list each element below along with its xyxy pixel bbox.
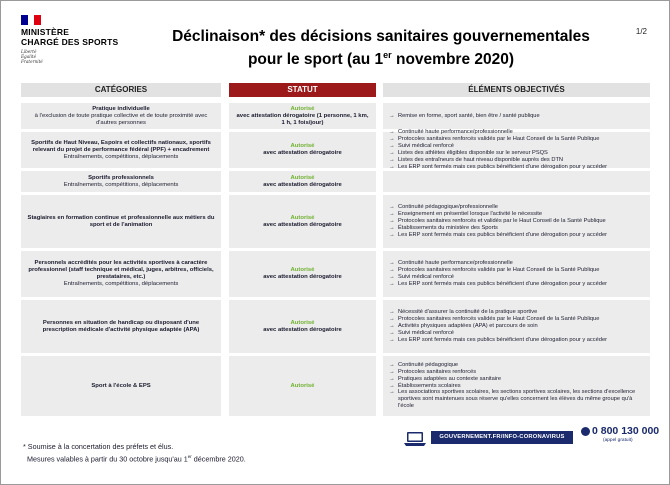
- list-item: [389, 143, 607, 150]
- status-cell: [229, 251, 376, 297]
- arrow-right-icon: →: [389, 224, 395, 231]
- website-link[interactable]: GOUVERNEMENT.FR/INFO-CORONAVIRUS: [431, 431, 573, 444]
- list-item-text: Remise en forme, sport santé, bien être / santé publique: [398, 112, 540, 119]
- status-badge: Autorisé: [290, 214, 315, 221]
- arrow-right-icon: →: [389, 382, 395, 389]
- category-subtitle: Entraînements, compétitions, déplacements: [63, 281, 179, 287]
- arrow-right-icon: →: [389, 368, 395, 375]
- list-item: [389, 337, 607, 344]
- list-item: [389, 267, 607, 274]
- list-item: [389, 150, 607, 157]
- arrow-right-icon: →: [389, 316, 395, 323]
- arrow-right-icon: →: [389, 231, 395, 238]
- header-elements: ÉLÉMENTS OBJECTIVÉS: [383, 83, 650, 97]
- list-item: [389, 136, 607, 143]
- arrow-right-icon: →: [389, 211, 395, 218]
- list-item-text: Protocoles sanitaires renforcés: [398, 368, 477, 375]
- phone-contact: [581, 425, 670, 443]
- elements-list: [389, 362, 646, 410]
- arrow-right-icon: →: [389, 323, 395, 330]
- status-badge: Autorisé: [290, 174, 315, 181]
- list-item-text: Les ERP sont fermés mais ces publics bénéficient d'une dérogation pour y accéder: [398, 336, 608, 343]
- list-item-text: Enseignement en présentiel lorsque l'activité le nécessite: [398, 211, 542, 218]
- elements-cell: [383, 171, 650, 192]
- arrow-right-icon: →: [389, 362, 395, 369]
- list-item: [389, 316, 607, 323]
- motto-liberte: Liberté: [21, 49, 37, 54]
- ministry-logo: [21, 15, 131, 64]
- category-title: Personnes en situation de handicap ou disposant d'une prescription médicale d'activité physique adaptée (APA): [42, 319, 200, 333]
- list-item-text: Continuité haute performance/professionnelle: [398, 260, 513, 267]
- title-line2-sup: er: [383, 50, 392, 60]
- title-line2: [161, 46, 601, 69]
- status-condition: avec attestation dérogatoire (1 personne, 1 km, 1 h, 1 fois/jour): [236, 112, 369, 126]
- list-item-text: Établissements du ministère des Sports: [398, 224, 498, 231]
- status-cell: [229, 103, 376, 129]
- list-item-text: Protocoles sanitaires renforcés et validés par le Haut Conseil de la Santé Publique: [398, 218, 606, 225]
- arrow-right-icon: →: [389, 129, 395, 136]
- table-row: [1, 171, 670, 192]
- list-item: [389, 164, 607, 171]
- category-subtitle: Entraînements, compétitions, déplacements: [63, 153, 179, 160]
- elements-cell: [383, 251, 650, 297]
- category-title: Pratique individuelle: [92, 105, 150, 112]
- table-row: [1, 300, 670, 353]
- category-title: Stagiaires en formation continue et professionnelle aux métiers du sport et de l'animation: [27, 214, 215, 228]
- arrow-right-icon: →: [389, 375, 395, 382]
- arrow-right-icon: →: [389, 112, 395, 119]
- status-condition: avec attestation dérogatoire: [263, 150, 342, 156]
- list-item: [389, 218, 607, 225]
- status-condition: avec attestation dérogatoire: [263, 274, 342, 280]
- arrow-right-icon: →: [389, 204, 395, 211]
- french-flag-icon: [21, 15, 41, 25]
- list-item-text: Protocoles sanitaires renforcés validés par le Haut Conseil de la Santé Publique: [398, 316, 600, 323]
- elements-cell: [383, 356, 650, 416]
- elements-cell: [383, 300, 650, 353]
- list-item-text: Pratiques adaptées au contexte sanitaire: [398, 375, 502, 382]
- arrow-right-icon: →: [389, 336, 395, 343]
- status-cell: [229, 195, 376, 248]
- footnote-validity-part1: Mesures valables à partir du 30 octobre jusqu'au 1: [27, 454, 188, 464]
- title-line1: Déclinaison* des décisions sanitaires gouvernementales: [172, 28, 590, 45]
- category-cell: [21, 300, 221, 353]
- arrow-right-icon: →: [389, 156, 395, 163]
- status-cell: [229, 132, 376, 168]
- elements-list: [389, 204, 607, 238]
- list-item-text: Les associations sportives scolaires, les sections sportives scolaires, les sections d'excellence sportives sont maintenues sous réserve qu'elles concernent les élèves du même groupe qu'à l'école: [398, 389, 636, 410]
- arrow-right-icon: →: [389, 143, 395, 150]
- list-item-text: Établissements scolaires: [398, 382, 461, 389]
- list-item-text: Continuité haute performance/professionnelle: [398, 129, 513, 136]
- list-item: [389, 211, 607, 218]
- elements-list: [389, 113, 540, 120]
- motto-fraternite: Fraternité: [21, 59, 43, 64]
- list-item: [389, 129, 607, 136]
- footnote-validity: [23, 452, 246, 464]
- elements-cell: [383, 195, 650, 248]
- category-title: Sportifs professionnels: [88, 174, 154, 181]
- list-item-text: Continuité pédagogique/professionnelle: [398, 204, 498, 211]
- arrow-right-icon: →: [389, 136, 395, 143]
- motto-egalite: Égalité: [21, 54, 37, 59]
- category-cell: [21, 195, 221, 248]
- phone-free-note: (appel gratuit): [603, 438, 633, 443]
- arrow-right-icon: →: [389, 218, 395, 225]
- status-condition: avec attestation dérogatoire: [263, 181, 342, 188]
- arrow-right-icon: →: [389, 163, 395, 170]
- elements-list: [389, 309, 607, 343]
- category-title: Sportifs de Haut Niveau, Espoirs et collectifs nationaux, sportifs relevant du projet de performance fédéral (PPF) + encadrement: [31, 139, 211, 153]
- status-cell: [229, 356, 376, 416]
- elements-list: [389, 129, 607, 170]
- list-item: [389, 376, 646, 383]
- footnotes: [23, 442, 246, 464]
- table-row: [1, 356, 670, 416]
- arrow-right-icon: →: [389, 329, 395, 336]
- status-badge: Autorisé: [290, 143, 315, 149]
- status-condition: avec attestation dérogatoire: [263, 221, 342, 228]
- category-subtitle: à l'exclusion de toute pratique collective et de toute proximité avec d'autres personnes: [34, 112, 208, 126]
- footnote-validity-part2: décembre 2020.: [191, 454, 246, 464]
- ministry-name-line2: CHARGÉ DES SPORTS: [21, 36, 119, 47]
- list-item-text: Nécessité d'assurer la continuité de la pratique sportive: [398, 309, 538, 316]
- list-item: [389, 369, 646, 376]
- list-item: [389, 260, 607, 267]
- ministry-name-line1: MINISTÈRE: [21, 27, 70, 37]
- list-item-text: Listes des entraîneurs de haut niveau disponible auprès des DTN: [398, 156, 564, 163]
- category-cell: [21, 251, 221, 297]
- arrow-right-icon: →: [389, 309, 395, 316]
- category-title: Sport à l'école & EPS: [91, 382, 151, 389]
- category-cell: [21, 132, 221, 168]
- status-badge: Autorisé: [290, 319, 315, 326]
- title-line2-part1: pour le sport (au 1: [247, 51, 384, 69]
- elements-cell: [383, 103, 650, 129]
- list-item-text: Suivi médical renforcé: [398, 274, 454, 280]
- list-item: [389, 113, 540, 120]
- list-item: [389, 204, 607, 211]
- table-row: [1, 103, 670, 129]
- list-item-text: Listes des athlètes éligibles disponible sur le serveur PSQS: [398, 150, 548, 156]
- laptop-icon: [403, 431, 427, 447]
- status-condition: avec attestation dérogatoire: [263, 326, 342, 333]
- list-item-text: Suivi médical renforcé: [398, 143, 454, 150]
- page-number: 1/2: [635, 27, 647, 36]
- status-cell: [229, 300, 376, 353]
- category-title: Personnels accrédités pour les activités sportives à caractère professionnel (staff technique et médical, juges, arbitres, officiels, prestataires, etc.): [28, 260, 214, 280]
- arrow-right-icon: →: [389, 389, 395, 396]
- list-item-text: Continuité pédagogique: [398, 362, 459, 369]
- list-item-text: Suivi médical renforcé: [398, 329, 454, 336]
- elements-list: [389, 260, 607, 287]
- list-item-text: Protocoles sanitaires renforcés validés par le Haut Conseil de la Santé Publique: [398, 136, 600, 143]
- category-cell: [21, 103, 221, 129]
- status-badge: Autorisé: [290, 105, 315, 112]
- elements-cell: [383, 129, 650, 170]
- status-badge: Autorisé: [290, 382, 315, 389]
- list-item-text: Les ERP sont fermés mais ces publics bénéficient d'une dérogation pour y accéder: [398, 280, 608, 287]
- list-item: [389, 157, 607, 164]
- title-line2-part2: novembre 2020): [391, 51, 515, 69]
- category-subtitle: Entraînements, compétitions, déplacements: [63, 181, 179, 188]
- arrow-right-icon: →: [389, 274, 395, 280]
- table-row: [1, 195, 670, 248]
- arrow-right-icon: →: [389, 150, 395, 156]
- list-item: [389, 362, 646, 369]
- header-statut: STATUT: [229, 83, 376, 97]
- list-item-text: Les ERP sont fermés mais ces publics bénéficient d'une dérogation pour y accéder: [398, 163, 608, 170]
- arrow-right-icon: →: [389, 267, 395, 274]
- header-categories: CATÉGORIES: [21, 83, 221, 97]
- list-item-text: Activités physiques adaptées (APA) et parcours de soin: [398, 323, 538, 330]
- list-item: [389, 232, 607, 239]
- category-cell: [21, 356, 221, 416]
- status-cell: [229, 171, 376, 192]
- list-item: [389, 225, 607, 232]
- list-item-text: Les ERP sont fermés mais ces publics bénéficient d'une dérogation pour y accéder: [398, 231, 608, 238]
- phone-number[interactable]: 0 800 130 000: [592, 425, 660, 437]
- table-row: [1, 129, 670, 170]
- status-badge: Autorisé: [290, 267, 315, 273]
- list-item: [389, 309, 607, 316]
- arrow-right-icon: →: [389, 260, 395, 267]
- motto: [21, 49, 131, 64]
- footnote-validity-sup: er: [187, 454, 192, 459]
- list-item: [389, 274, 607, 281]
- footnote-concertation: * Soumise à la concertation des préfets et élus.: [23, 442, 174, 451]
- list-item: [389, 323, 607, 330]
- table-row: [1, 251, 670, 297]
- category-cell: [21, 171, 221, 192]
- arrow-right-icon: →: [389, 280, 395, 287]
- phone-icon: [581, 427, 590, 436]
- page-title: [161, 28, 601, 69]
- list-item: [389, 330, 607, 337]
- list-item: [389, 281, 607, 288]
- list-item: [389, 389, 646, 410]
- list-item-text: Protocoles sanitaires renforcés validés par le Haut Conseil de la Santé Publique: [398, 267, 600, 274]
- list-item: [389, 383, 646, 390]
